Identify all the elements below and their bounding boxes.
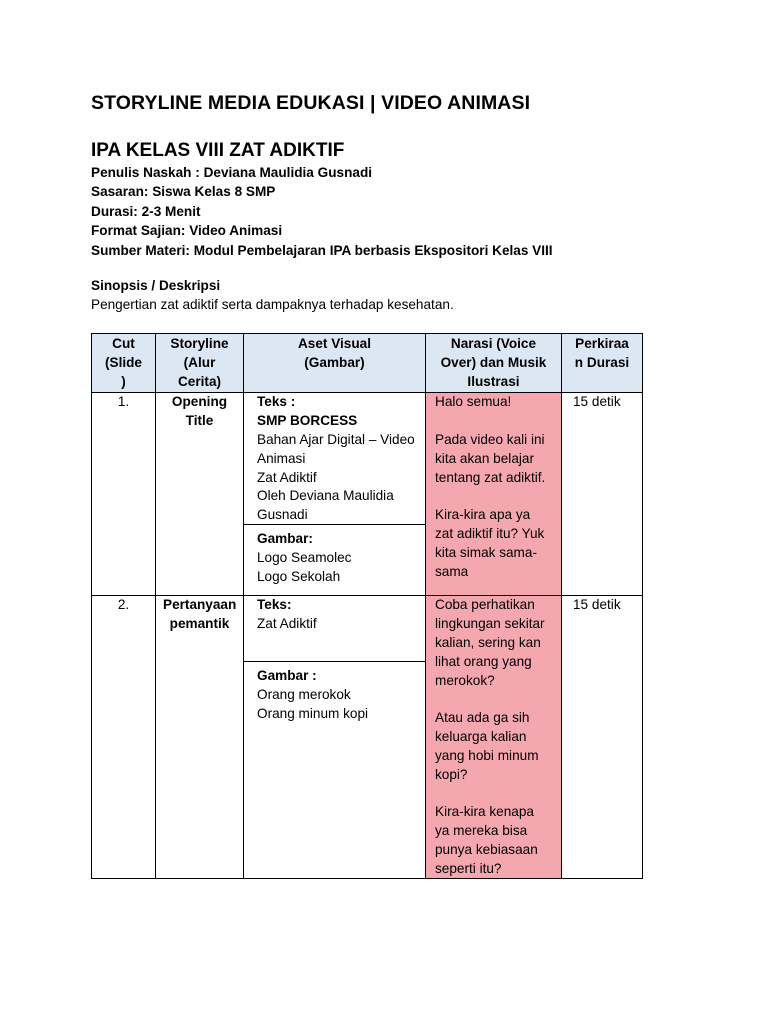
visual-cell bbox=[244, 596, 426, 879]
meta-duration: Durasi: 2-3 Menit bbox=[91, 203, 201, 219]
visual-text-line: Animasi bbox=[257, 450, 306, 466]
visual-text-block bbox=[244, 596, 425, 661]
visual-image-block bbox=[244, 524, 425, 590]
table-row bbox=[92, 596, 643, 879]
visual-image-heading: Gambar: bbox=[257, 531, 313, 547]
narration-line: Kira-kira kenapa bbox=[435, 804, 534, 820]
narration-line: lingkungan sekitar bbox=[435, 616, 545, 632]
storyline-table bbox=[91, 333, 643, 879]
duration-cell: 15 detik bbox=[562, 596, 643, 879]
document-title: STORYLINE MEDIA EDUKASI | VIDEO ANIMASI bbox=[91, 92, 531, 114]
narration-line: Halo semua! bbox=[435, 394, 512, 410]
visual-image-line: Logo Sekolah bbox=[257, 568, 341, 584]
narration-line: Pada video kali ini bbox=[435, 431, 545, 447]
meta-audience: Sasaran: Siswa Kelas 8 SMP bbox=[91, 184, 276, 200]
header-visual: Aset Visual (Gambar) bbox=[244, 334, 426, 393]
cut-number: 2. bbox=[92, 596, 156, 879]
meta-source: Sumber Materi: Modul Pembelajaran IPA berbasis Ekspositori Kelas VIII bbox=[91, 242, 553, 258]
storyline-cell: Pertanyaan pemantik bbox=[156, 596, 244, 879]
cut-number: 1. bbox=[92, 393, 156, 596]
narration-line: Coba perhatikan bbox=[435, 597, 535, 613]
narration-line: Atau ada ga sih bbox=[435, 710, 530, 726]
visual-text-heading: Teks : bbox=[257, 394, 296, 410]
visual-text-heading: Teks: bbox=[257, 597, 292, 613]
header-narration: Narasi (Voice Over) dan Musik Ilustrasi bbox=[426, 334, 562, 393]
narration-line: sama bbox=[435, 563, 469, 579]
visual-text-line: SMP BORCESS bbox=[257, 413, 358, 429]
meta-format: Format Sajian: Video Animasi bbox=[91, 223, 283, 239]
visual-image-line: Orang minum kopi bbox=[257, 705, 369, 721]
narration-line: Kira-kira apa ya bbox=[435, 507, 531, 523]
narration-line: punya kebiasaan bbox=[435, 841, 538, 857]
visual-text-line: Zat Adiktif bbox=[257, 469, 317, 485]
metadata-block bbox=[91, 163, 553, 260]
narration-line: kalian, sering kan bbox=[435, 634, 541, 650]
visual-image-block bbox=[244, 661, 425, 727]
synopsis-heading: Sinopsis / Deskripsi bbox=[91, 278, 221, 293]
visual-image-line: Logo Seamolec bbox=[257, 550, 352, 566]
narration-line: keluarga kalian bbox=[435, 728, 527, 744]
table-header-row bbox=[92, 334, 643, 393]
narration-line: yang hobi minum bbox=[435, 747, 539, 763]
visual-text-line: Bahan Ajar Digital – Video bbox=[257, 431, 415, 447]
synopsis-text: Pengertian zat adiktif serta dampaknya terhadap kesehatan. bbox=[91, 297, 454, 313]
visual-image-line: Orang merokok bbox=[257, 687, 351, 703]
duration-cell: 15 detik bbox=[562, 393, 643, 596]
document-subtitle: IPA KELAS VIII ZAT ADIKTIF bbox=[91, 140, 345, 161]
meta-author: Penulis Naskah : Deviana Maulidia Gusnadi bbox=[91, 165, 373, 180]
synopsis-section bbox=[91, 276, 454, 315]
narration-line: zat adiktif itu? Yuk bbox=[435, 525, 545, 541]
storyline-cell: Opening Title bbox=[156, 393, 244, 596]
narration-line: kopi? bbox=[435, 766, 468, 782]
narration-cell bbox=[426, 596, 562, 879]
narration-line: tentang zat adiktif. bbox=[435, 469, 546, 485]
visual-text-block bbox=[244, 393, 425, 524]
visual-text-line: Gusnadi bbox=[257, 507, 308, 523]
narration-cell bbox=[426, 393, 562, 596]
header-cut: Cut (Slide ) bbox=[92, 334, 156, 393]
narration-line: ya mereka bisa bbox=[435, 822, 528, 838]
visual-text-line: Zat Adiktif bbox=[257, 616, 317, 632]
header-duration: Perkiraa n Durasi bbox=[562, 334, 643, 393]
narration-line: lihat orang yang bbox=[435, 653, 532, 669]
narration-line: merokok? bbox=[435, 672, 495, 688]
visual-image-heading: Gambar : bbox=[257, 668, 317, 684]
visual-cell bbox=[244, 393, 426, 596]
table-row bbox=[92, 393, 643, 596]
narration-line: seperti itu? bbox=[435, 860, 502, 876]
narration-line: kita akan belajar bbox=[435, 450, 534, 466]
visual-text-line: Oleh Deviana Maulidia bbox=[257, 488, 394, 504]
header-storyline: Storyline (Alur Cerita) bbox=[156, 334, 244, 393]
narration-line: kita simak sama- bbox=[435, 544, 537, 560]
